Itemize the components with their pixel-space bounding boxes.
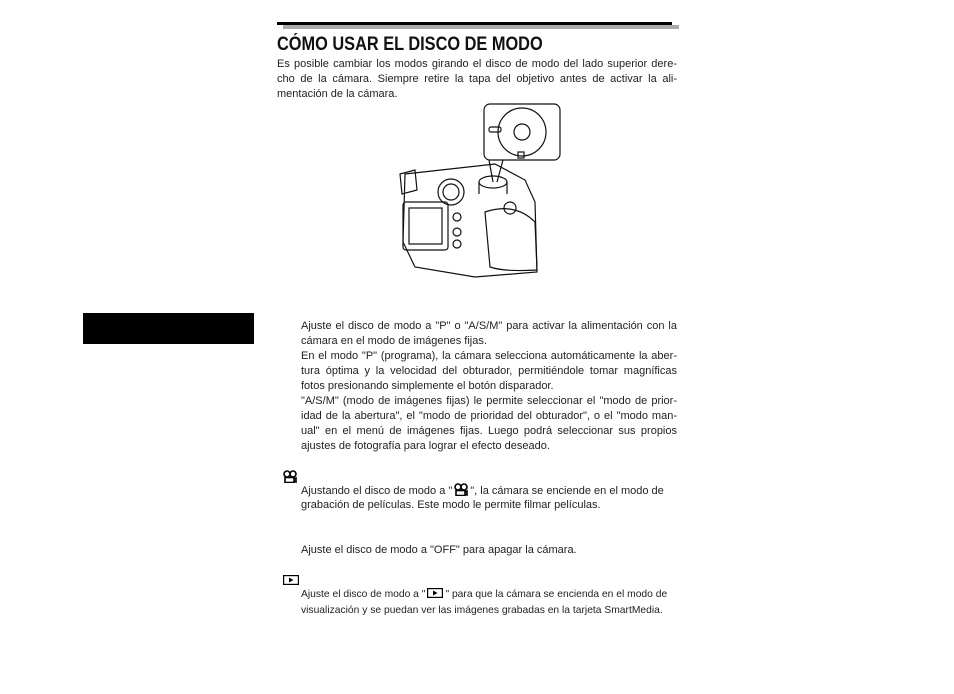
movie-text: ", la cámara se enciende en el modo de bbox=[470, 485, 664, 497]
play-icon bbox=[283, 575, 299, 585]
intro-line: mentación de la cámara. bbox=[277, 88, 398, 100]
still-line: En el modo "P" (programa), la cámara selecciona automáticamente la aber- bbox=[301, 350, 677, 362]
still-line: "A/S/M" (modo de imágenes fijas) le permite seleccionar el "modo de prior- bbox=[301, 395, 677, 407]
section-tab-bar bbox=[83, 313, 254, 344]
play-icon bbox=[427, 588, 443, 598]
off-line: Ajuste el disco de modo a "OFF" para apagar la cámara. bbox=[301, 544, 577, 556]
playback-text: Ajuste el disco de modo a " bbox=[301, 589, 426, 600]
playback-line bbox=[301, 587, 677, 602]
still-line: ual" en el menú de imágenes fijas. Luego podrá seleccionar sus propios bbox=[301, 425, 677, 437]
movie-text: Ajustando el disco de modo a " bbox=[301, 485, 453, 497]
movie-line bbox=[301, 483, 677, 499]
still-line: Ajuste el disco de modo a "P" o "A/S/M" para activar la alimentación con la bbox=[301, 320, 677, 332]
header-rule-shadow bbox=[283, 25, 679, 29]
still-line: tura óptima y la velocidad del obturador, permitiéndole tomar magníficas bbox=[301, 365, 677, 377]
movie-camera-icon bbox=[283, 470, 297, 483]
camera-illustration bbox=[385, 102, 565, 287]
still-line: cámara en el modo de imágenes fijas. bbox=[301, 335, 487, 347]
intro-line: Es posible cambiar los modos girando el disco de modo del lado superior dere- bbox=[277, 58, 677, 70]
still-line: ajustes de fotografía para lograr el efecto deseado. bbox=[301, 440, 550, 452]
intro-line: cho de la cámara. Siempre retire la tapa del objetivo antes de activar la ali- bbox=[277, 73, 677, 85]
still-line: fotos presionando simplemente el botón disparador. bbox=[301, 380, 554, 392]
playback-text: " para que la cámara se encienda en el modo de bbox=[445, 589, 668, 600]
movie-line: grabación de películas. Este modo le permite filmar películas. bbox=[301, 499, 601, 511]
page-title: CÓMO USAR EL DISCO DE MODO bbox=[277, 34, 543, 55]
movie-camera-icon bbox=[454, 483, 468, 496]
playback-line: visualización y se puedan ver las imágenes grabadas en la tarjeta SmartMedia. bbox=[301, 605, 663, 616]
still-line: idad de la abertura", el "modo de prioridad del obturador", o el "modo man- bbox=[301, 410, 677, 422]
